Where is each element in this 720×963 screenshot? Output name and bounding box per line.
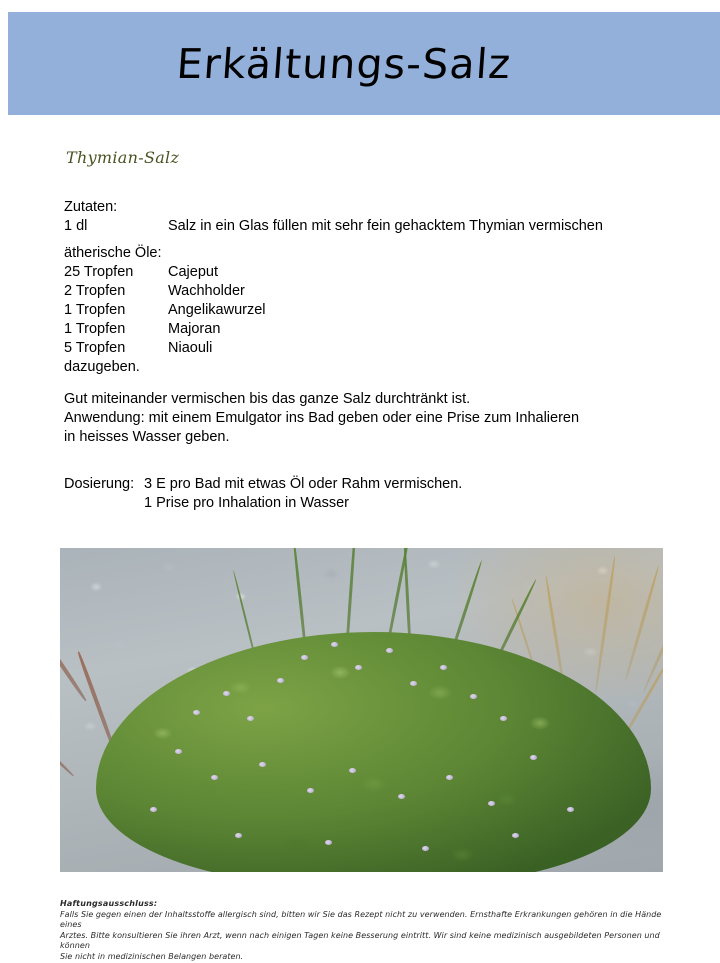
thyme-flower — [277, 678, 284, 683]
thyme-flower — [446, 775, 453, 780]
thyme-flower — [193, 710, 200, 715]
thyme-flower — [307, 788, 314, 793]
instruction-line: Anwendung: mit einem Emulgator ins Bad geben oder eine Prise zum Inhalieren — [64, 410, 580, 426]
disclaimer-line-3: Sie nicht in medizinischen Belangen beraten. — [60, 951, 244, 961]
thyme-flower — [325, 840, 332, 845]
instruction-line: Gut miteinander vermischen bis das ganze Salz durchtränkt ist. — [64, 391, 471, 407]
dosage-line-2: 1 Prise pro Inhalation in Wasser — [144, 495, 349, 511]
oil-row — [64, 282, 664, 301]
thyme-flower — [223, 691, 230, 696]
oil-name: Majoran — [168, 321, 221, 337]
recipe-subtitle: Thymian-Salz — [66, 148, 180, 167]
base-ingredient-row — [64, 217, 664, 236]
oil-quantity: 5 Tropfen — [64, 340, 126, 356]
spacer — [64, 236, 664, 244]
thyme-flower — [567, 807, 574, 812]
oil-quantity: 25 Tropfen — [64, 264, 134, 280]
page-title: Erkältungs-Salz — [175, 39, 513, 88]
thyme-flower — [440, 665, 447, 670]
disclaimer-title: Haftungsausschluss: — [60, 899, 158, 908]
thyme-flower — [175, 749, 182, 754]
disclaimer-line-1: Falls Sie gegen einen der Inhaltsstoffe allergisch sind, bitten wir Sie das Rezept nicht zu verwenden. Ernsthafte Erkrankungen gehören in die Hände eines — [60, 909, 662, 930]
thyme-plant-photo — [60, 548, 663, 872]
dosage-label: Dosierung: — [64, 476, 135, 492]
spacer — [64, 377, 664, 390]
oil-row — [64, 301, 664, 320]
disclaimer — [60, 899, 665, 963]
thyme-flower — [355, 665, 362, 670]
base-ingredient-description: Salz in ein Glas füllen mit sehr fein gehacktem Thymian vermischen — [168, 218, 603, 234]
thyme-flower — [398, 794, 405, 799]
ingredients-heading: Zutaten: — [64, 199, 118, 215]
oils-heading: ätherische Öle: — [64, 245, 162, 261]
photo-canvas — [60, 548, 663, 872]
oil-name: Angelikawurzel — [168, 302, 266, 318]
oil-row — [64, 339, 664, 358]
oil-quantity: 1 Tropfen — [64, 302, 126, 318]
thyme-flower — [235, 833, 242, 838]
oil-quantity: 2 Tropfen — [64, 283, 126, 299]
thyme-flower — [211, 775, 218, 780]
spacer — [64, 447, 664, 467]
thyme-flower — [470, 694, 477, 699]
oil-name: Niaouli — [168, 340, 213, 356]
base-ingredient-quantity: 1 dl — [64, 218, 88, 234]
dosage-line-1: 3 E pro Bad mit etwas Öl oder Rahm vermischen. — [144, 476, 463, 492]
thyme-flower — [259, 762, 266, 767]
thyme-flower — [488, 801, 495, 806]
recipe-body — [64, 198, 664, 513]
instruction-line: in heisses Wasser geben. — [64, 429, 230, 445]
oils-closing: dazugeben. — [64, 359, 140, 375]
disclaimer-line-2: Arztes. Bitte konsultieren Sie ihren Arzt, wenn nach einigen Tagen keine Besserung eintritt. Wir sind keine medizinisch ausgebildeten Personen und können — [60, 930, 660, 951]
spacer — [64, 467, 664, 475]
header-banner — [8, 12, 720, 115]
oil-name: Cajeput — [168, 264, 218, 280]
dosage-row — [64, 475, 664, 494]
oil-quantity: 1 Tropfen — [64, 321, 126, 337]
oil-row — [64, 263, 664, 282]
oil-row — [64, 320, 664, 339]
thyme-flower — [422, 846, 429, 851]
oil-name: Wachholder — [168, 283, 245, 299]
thyme-flower — [410, 681, 417, 686]
